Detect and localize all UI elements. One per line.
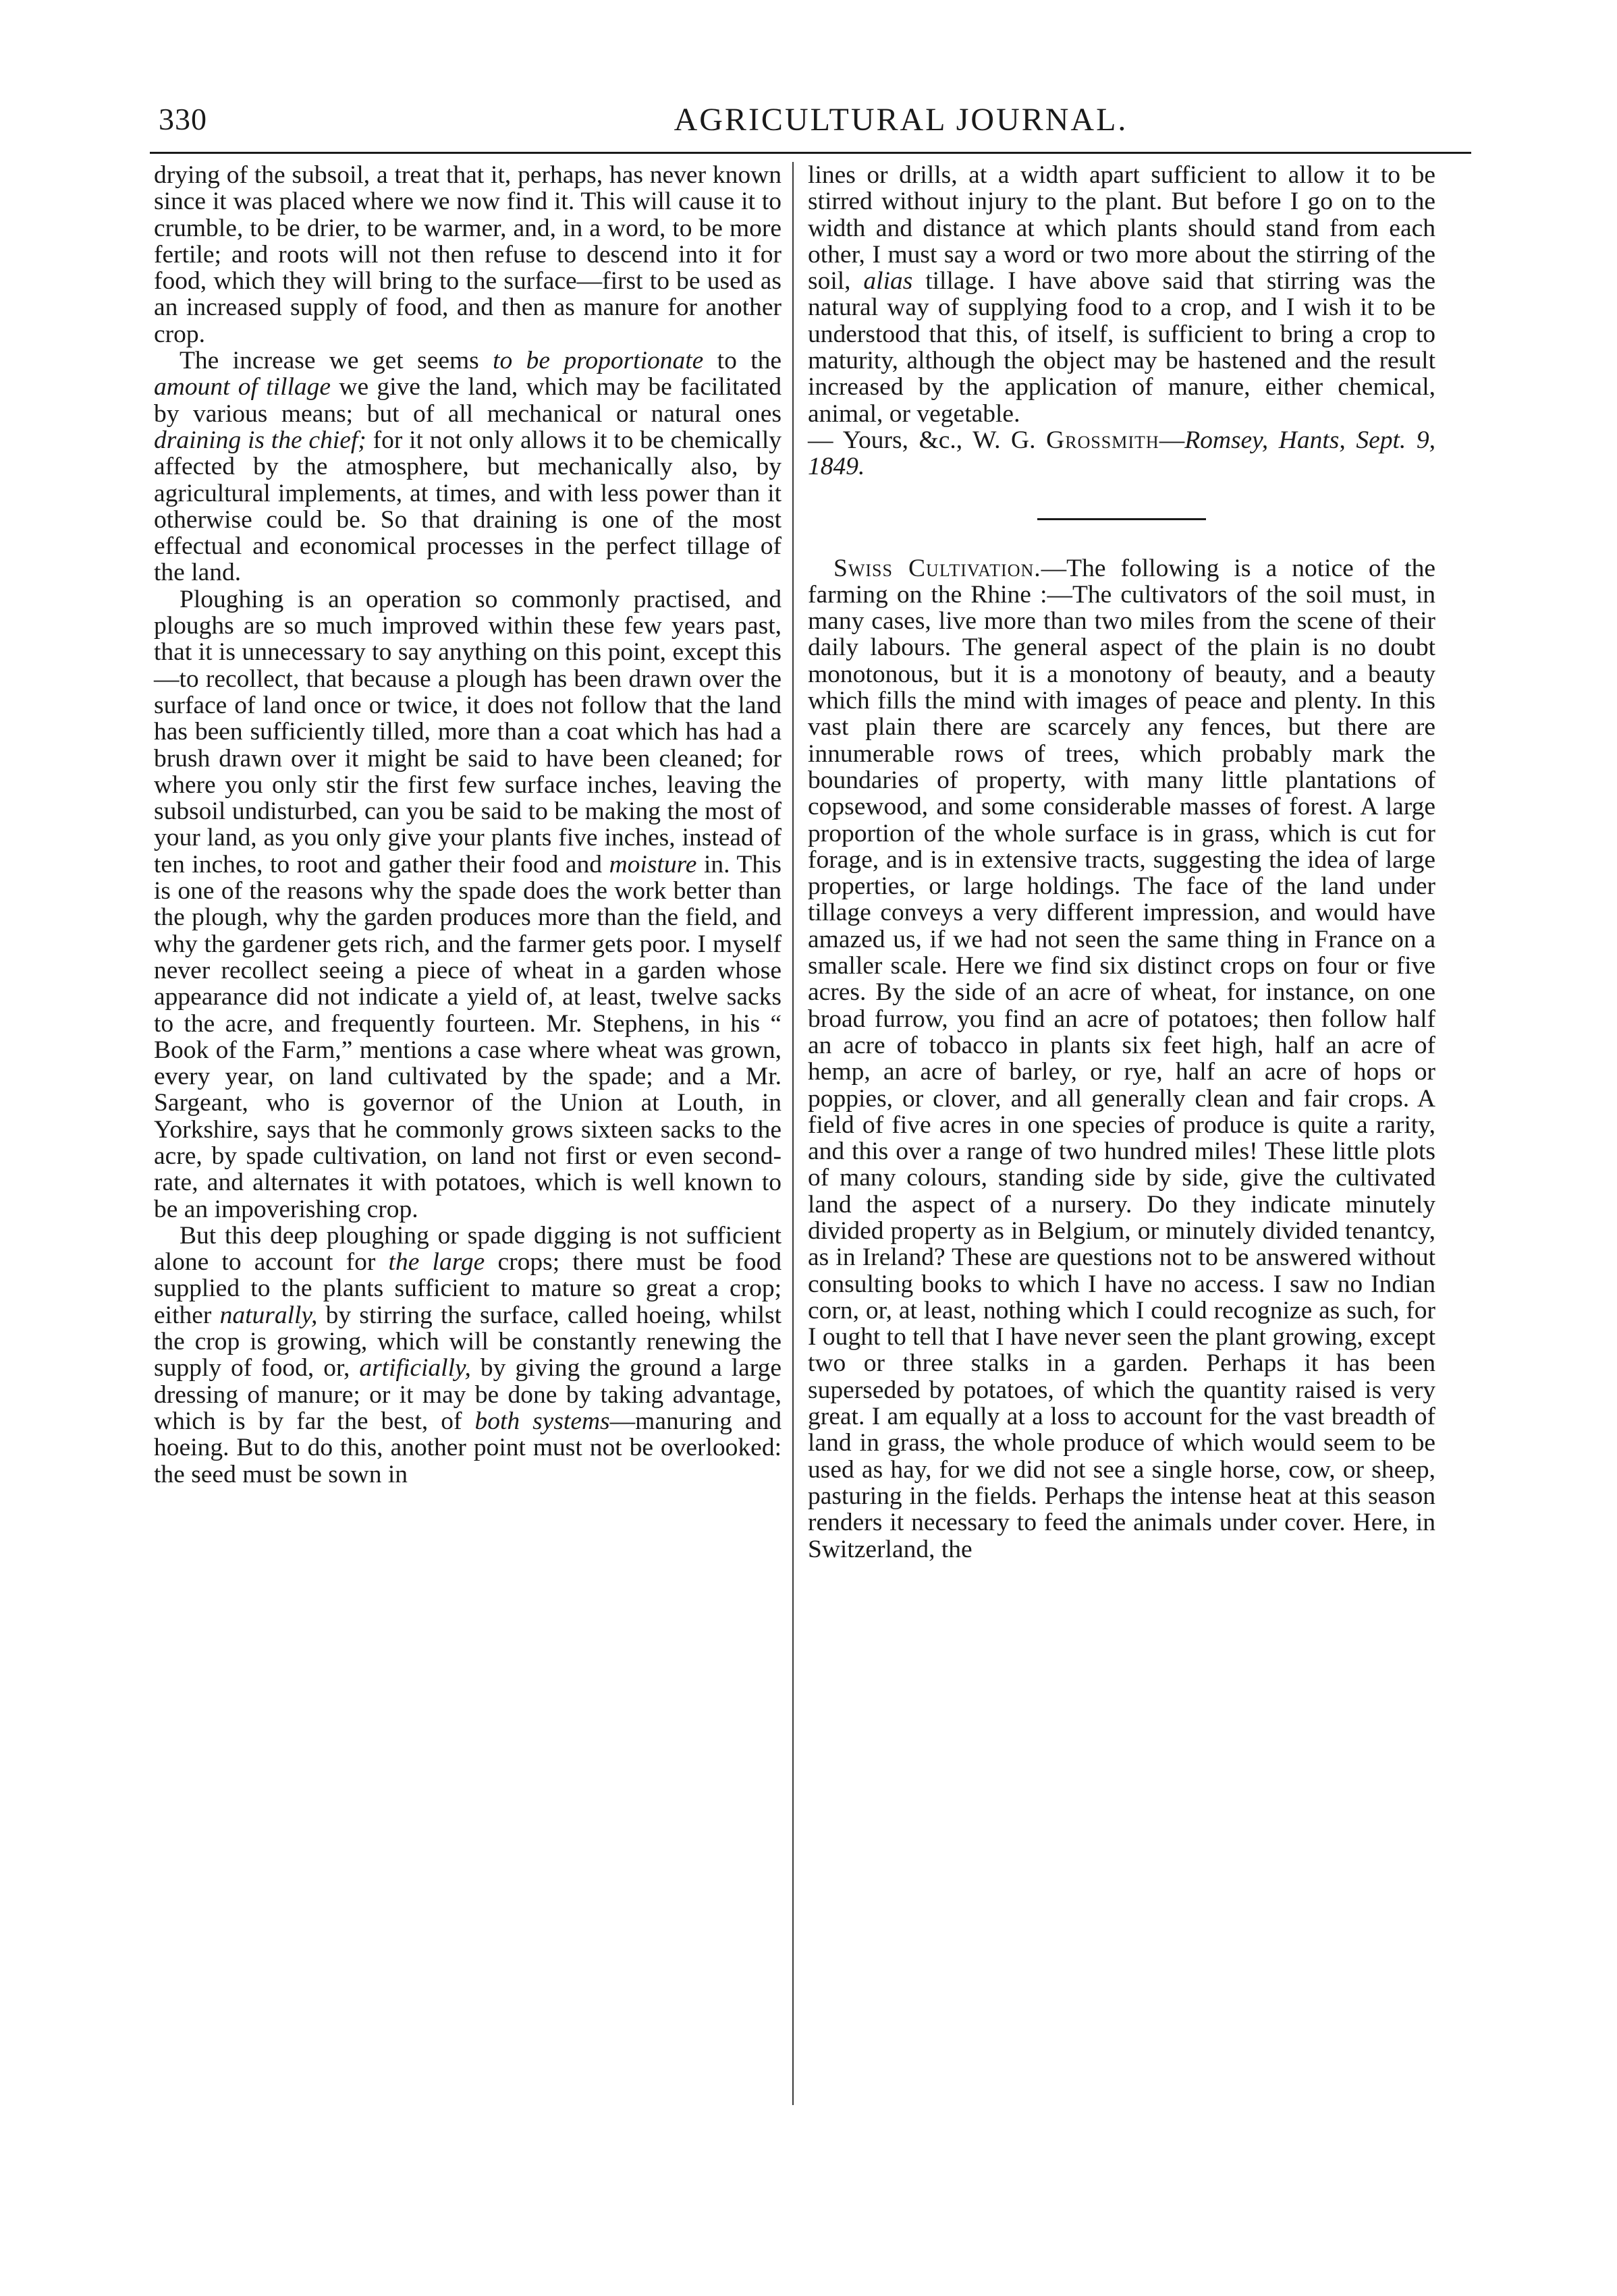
section-title: Swiss Cultivation. bbox=[833, 554, 1041, 582]
paragraph-text: by giving the ground a large dressing of manure; or it may be done by taking advantage, which is by far the best, of bbox=[154, 1354, 782, 1435]
italic-text: amount of tillage bbox=[154, 373, 331, 401]
paragraph-text: drying of the subsoil, a treat that it, perhaps, has never known since it was placed where we now find it. This will cause it to crumble, to be drier, to be warmer, and, in a word, to be more fertile; and roots will not then refuse to descend into it for food, which they will bring to the surface—first to be used as an increased supply of food, and then as manure for another crop. bbox=[154, 161, 782, 348]
page-header bbox=[159, 101, 1475, 155]
italic-text: draining is the chief; bbox=[154, 426, 366, 454]
column-divider bbox=[792, 162, 794, 2105]
signature-place: Romsey, Hants, Sept. 9, 1849. bbox=[808, 426, 1436, 481]
paragraph-text: —manuring and hoeing. But to do this, another point must not be overlooked: the seed must be sown in bbox=[154, 1407, 782, 1488]
paragraph-text: —The following is a notice of the farming on the Rhine :—The cultivators of the soil must, in many cases, live more than two miles from the scene of their daily labours. The general aspect of the plain is no doubt monotonous, but it is a monotony of beauty, and a beauty which fills the mind with images of peace and plenty. In this vast plain there are scarcely any fences, but there are innumerable rows of trees, which probably mark the boundaries of property, with many little plantations of copsewood, and some considerable masses of forest. A large proportion of the whole surface is in grass, which is cut for forage, and is in extensive tracts, suggesting the idea of large properties, or large holdings. The face of the land under tillage conveys a very different impression, and would have amazed us, if we had not seen the same thing in France on a smaller scale. Here we find six distinct crops on four or five acres. By the side of an acre of wheat, for instance, on one broad furrow, you find an acre of potatoes; then follow half an acre of tobacco in plants six feet high, half an acre of hemp, an acre of barley, or rye, half an acre of hops or poppies, or clover, and all generally clean and fair crops. A field of five acres in one species of produce is quite a rarity, and this over a range of two hundred miles! These little plots of many colours, standing side by side, give the cultivated land the aspect of a nursery. Do they indicate minutely divided property as in Belgium, or minutely divided tenantcy, as in Ireland? These are questions not to be answered without consulting books to which I have no access. I saw no Indian corn, or, at least, nothing which I could recognize as such, for I ought to tell that I have never seen the plant growing, except two or three stalks in a garden. Perhaps it has been superseded by potatoes, of which the quantity raised is very great. I am equally at a loss to account for the vast breadth of land in grass, the whole produce of which would seem to be used as hay, for we did not see a single horse, cow, or sheep, pasturing in the fields. Perhaps the intense heat at this season renders it necessary to feed the animals under cover. Here, in Switzerland, the bbox=[808, 554, 1435, 1563]
paragraph-text: Ploughing is an operation so commonly practised, and ploughs are so much improved within these few years past, that it is unnecessary to say anything on this point, except this—to recollect, that because a plough has been drawn over the surface of land once or twice, it does not follow that the land has been sufficiently tilled, more than a coat which has had a brush drawn over it might be said to have been cleaned; for where you only stir the first few surface inches, leaving the subsoil undisturbed, can you be said to be making the most of your land, as you only give your plants five inches, instead of ten inches, to root and gather their food and bbox=[154, 585, 782, 878]
paragraph-text: lines or drills, at a width apart sufficient to allow it to be stirred without injury to the plant. But before I go on to the width and distance at which plants should stand from each other, I must say a word or two more about the stirring of the soil, bbox=[808, 161, 1435, 296]
italic-text: to be proportionate bbox=[493, 347, 704, 375]
running-title: AGRICULTURAL JOURNAL. bbox=[674, 102, 1128, 138]
paragraph-text: tillage. I have above said that stirring was the natural way of supplying food to a crop, and I wish it to be understood that this, of itself, is sufficient to bring a crop to maturity, although the object may be hastened and the result increased by the application of manure, either chemical, animal, or vegetable. bbox=[808, 267, 1435, 428]
italic-text: artificially, bbox=[359, 1354, 471, 1382]
signature-name: Grossmith bbox=[1046, 426, 1159, 454]
paragraph-text: for it not only allows it to be chemically affected by the atmosphere, but mechanically also, by agricultural implements, at times, and with less power than it otherwise could be. So that draining is one of the most effectual and economical processes in the perfect tillage of the land. bbox=[154, 426, 782, 587]
paragraph-text: by stirring the surface, called hoeing, whilst the crop is growing, which will be constantly renewing the supply of food, or, bbox=[154, 1301, 782, 1382]
section-rule bbox=[1037, 518, 1206, 520]
italic-text: moisture bbox=[609, 850, 697, 878]
left-column bbox=[154, 162, 782, 1488]
paragraph-text: crops; there must be food supplied to the plants sufficient to mature so great a crop; either bbox=[154, 1248, 782, 1329]
paragraph bbox=[808, 162, 1435, 427]
paragraph bbox=[154, 347, 782, 586]
paragraph bbox=[808, 555, 1435, 1563]
right-column bbox=[808, 162, 1435, 1563]
paragraph bbox=[154, 586, 782, 1223]
paragraph-text: The increase we get seems bbox=[180, 347, 493, 375]
header-rule bbox=[150, 152, 1471, 154]
signature-text: — bbox=[1159, 426, 1185, 454]
signature bbox=[808, 427, 1435, 480]
paragraph-text: in. This is one of the reasons why the spade does the work better than the plough, why the garden produces more than the field, and why the gardener gets rich, and the farmer gets poor. I myself never recollect seeing a piece of wheat in a garden whose appearance did not indicate a yield of, at least, twelve sacks to the acre, and frequently fourteen. Mr. Stephens, in his “ Book of the Farm,” mentions a case where wheat was grown, every year, on land cultivated by the spade; and a Mr. Sargeant, who is governor of the Union at Louth, in Yorkshire, says that he commonly grows sixteen sacks to the acre, by spade cultivation, on land not first or even second-rate, and alternates it with potatoes, which is well known to be an impoverishing crop. bbox=[154, 850, 782, 1223]
paragraph-text: we give the land, which may be facilitated by various means; but of all mechanical or natural ones bbox=[154, 373, 782, 428]
paragraph-text: to the bbox=[703, 347, 782, 375]
paragraph bbox=[154, 162, 782, 347]
italic-text: the large bbox=[388, 1248, 485, 1277]
page-number: 330 bbox=[159, 102, 207, 136]
paragraph bbox=[154, 1223, 782, 1488]
paragraph-text: But this deep ploughing or spade digging is not sufficient alone to account for bbox=[154, 1221, 782, 1277]
italic-text: both systems bbox=[474, 1407, 610, 1435]
signature-text: — Yours, &c., W. G. bbox=[808, 426, 1047, 454]
italic-text: alias bbox=[863, 267, 913, 296]
italic-text: naturally, bbox=[219, 1301, 318, 1329]
